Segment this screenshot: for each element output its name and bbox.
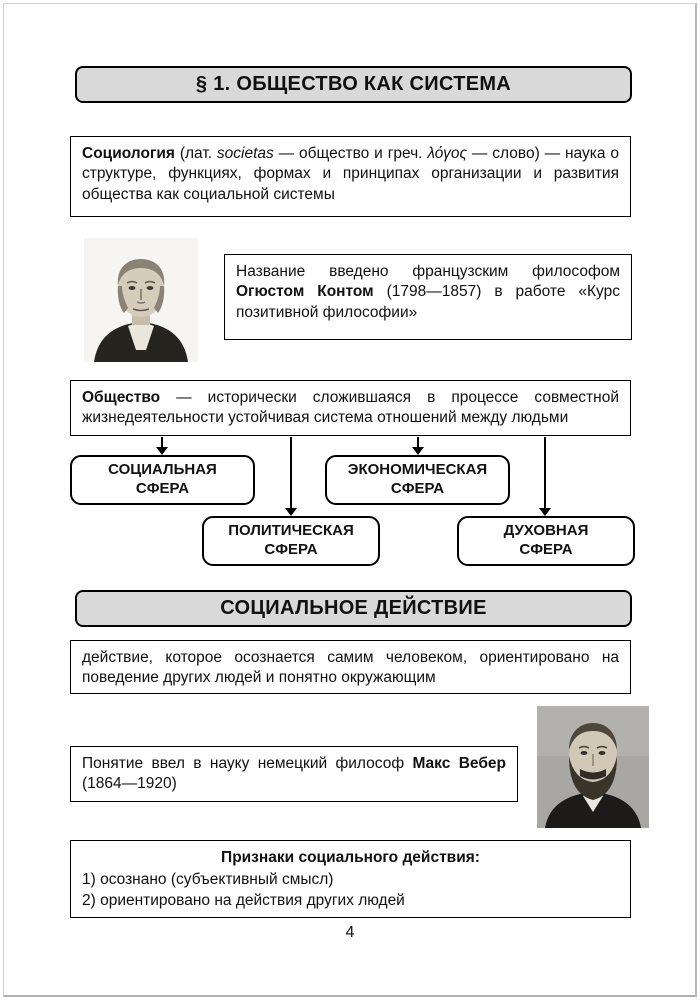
sphere-economic-label: ЭКОНОМИЧЕСКАЯ СФЕРА xyxy=(347,461,488,497)
weber-note-post: (1864—1920) xyxy=(82,775,177,793)
sphere-political xyxy=(202,516,380,566)
section-title xyxy=(75,66,632,103)
sociology-definition-box xyxy=(70,136,631,217)
sphere-social-label: СОЦИАЛЬНАЯ СФЕРА xyxy=(108,461,217,497)
arrow-line xyxy=(544,437,546,509)
sociology-societas: societas xyxy=(216,145,274,162)
sphere-spiritual-label: ДУХОВНАЯ СФЕРА xyxy=(503,522,589,558)
sociology-term: Социология xyxy=(82,145,175,162)
comte-portrait-image xyxy=(84,238,198,362)
comte-name: Огюстом Контом xyxy=(236,283,374,301)
arrow-down-political xyxy=(285,437,297,516)
sociology-text-mid: — общество и греч. xyxy=(273,145,428,162)
comte-note-box xyxy=(224,254,632,340)
society-term: Общество xyxy=(82,389,161,406)
social-action-heading xyxy=(75,590,632,627)
signs-title: Признаки социального действия: xyxy=(221,849,480,866)
weber-portrait xyxy=(537,706,649,828)
signs-item-1: 1) осознано (субъективный смысл) xyxy=(82,871,334,889)
social-action-definition-box xyxy=(70,640,631,694)
society-text: — исторически сложившаяся в процессе совместной жизнедеятельности устойчивая система отношений между людьми xyxy=(82,389,619,427)
sociology-text-lat: (лат. xyxy=(174,145,217,162)
comte-note-post: (1798—1857) в работе «Курс позитивной философии» xyxy=(236,283,620,321)
society-definition-box xyxy=(70,380,631,436)
sociology-logos: λόγος xyxy=(427,145,468,162)
weber-note-pre: Понятие ввел в науку немецкий философ xyxy=(82,755,413,772)
sphere-social xyxy=(70,455,255,505)
sociology-text-rest: — слово) — наука о структуре, функциях, формах и принципах организации и развития общества как социальной системы xyxy=(82,145,619,203)
arrow-head-icon xyxy=(156,447,168,455)
sphere-political-label: ПОЛИТИЧЕСКАЯ СФЕРА xyxy=(228,522,354,558)
section-title-text: § 1. ОБЩЕСТВО КАК СИСТЕМА xyxy=(195,73,512,95)
comte-portrait xyxy=(84,238,198,362)
arrow-down-social xyxy=(156,437,168,455)
weber-name: Макс Вебер xyxy=(412,755,506,772)
arrow-head-icon xyxy=(412,447,424,455)
signs-box xyxy=(70,840,631,918)
sphere-spiritual xyxy=(457,516,635,566)
arrow-head-icon xyxy=(539,508,551,516)
social-action-definition-text: действие, которое осознается самим человеком, ориентировано на поведение других людей и понятно окружающим xyxy=(82,649,619,687)
weber-note-box xyxy=(70,746,518,802)
signs-item-2: 2) ориентировано на действия других людей xyxy=(82,891,405,909)
arrow-head-icon xyxy=(285,508,297,516)
page-number: 4 xyxy=(345,924,355,941)
arrow-down-economic xyxy=(412,437,424,455)
sphere-economic xyxy=(325,455,510,505)
social-action-heading-text: СОЦИАЛЬНОЕ ДЕЙСТВИЕ xyxy=(220,597,487,619)
comte-note-pre: Название введено французским философом xyxy=(236,263,620,280)
weber-portrait-image xyxy=(537,706,649,828)
arrow-line xyxy=(290,437,292,509)
arrow-down-spiritual xyxy=(539,437,551,516)
